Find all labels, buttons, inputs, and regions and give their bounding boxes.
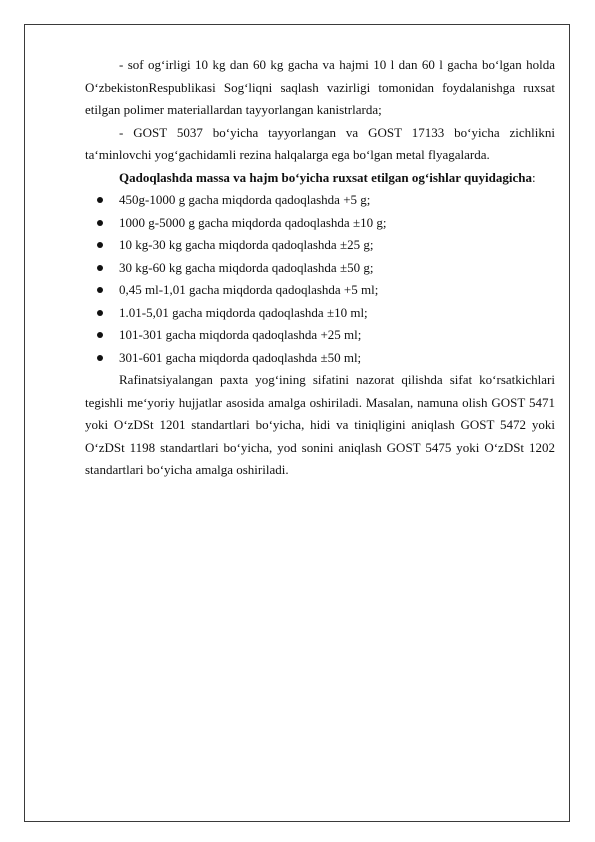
bullet-icon xyxy=(97,310,103,316)
bullet-icon xyxy=(97,220,103,226)
list-item-text: 10 kg-30 kg gacha miqdorda qadoqlashda ±25 g; xyxy=(119,237,374,252)
list-item xyxy=(85,234,555,257)
list-item-text: 0,45 ml-1,01 gacha miqdorda qadoqlashda +5 ml; xyxy=(119,282,379,297)
tolerance-heading-text: Qadoqlashda massa va hajm bo‘yicha ruxsat etilgan og‘ishlar quyidagicha xyxy=(119,169,532,185)
list-item xyxy=(85,212,555,235)
list-item xyxy=(85,279,555,302)
list-item xyxy=(85,257,555,280)
list-item xyxy=(85,302,555,325)
bullet-icon xyxy=(97,242,103,248)
paragraph-flasks: - GOST 5037 bo‘yicha tayyorlangan va GOST 17133 bo‘yicha zichlikni ta‘minlovchi yog‘gachidamli rezina halqalarga ega bo‘lgan metal flyagalarda. xyxy=(85,124,555,162)
document-body xyxy=(85,54,555,482)
list-item-text: 301-601 gacha miqdorda qadoqlashda ±50 ml; xyxy=(119,349,362,365)
bullet-icon xyxy=(97,355,103,361)
list-item-text: 101-301 gacha miqdorda qadoqlashda +25 ml; xyxy=(119,327,362,342)
paragraph-quality-control: Rafinatsiyalangan paxta yog‘ining sifatini nazorat qilishda sifat ko‘rsatkichlari tegishli me‘yoriy hujjatlar asosida amalga oshiriladi. Masalan, namuna olish GOST 5471 yoki O‘zDSt 1201 standartlari bo‘yicha, hidi va tiniqligini aniqlash GOST 5472 yoki O‘zDSt 1198 standartlari bo‘yicha, yod sonini aniqlash GOST 5475 yoki O‘zDSt 1202 standartlari bo‘yicha amalga oshiriladi. xyxy=(85,372,555,477)
bullet-icon xyxy=(97,287,103,293)
list-item xyxy=(85,189,555,212)
bullet-icon xyxy=(97,197,103,203)
tolerance-heading xyxy=(85,167,555,190)
list-item-text: 30 kg-60 kg gacha miqdorda qadoqlashda ±50 g; xyxy=(119,259,374,275)
list-item xyxy=(85,324,555,347)
list-item xyxy=(85,347,555,370)
list-item-text: 1000 g-5000 g gacha miqdorda qadoqlashda ±10 g; xyxy=(119,214,387,230)
list-item-text: 450g-1000 g gacha miqdorda qadoqlashda +5 g; xyxy=(119,192,371,207)
paragraph-canisters: - sof og‘irligi 10 kg dan 60 kg gacha va hajmi 10 l dan 60 l gacha bo‘lgan holda O‘zbekistonRespublikasi Sog‘liqni saqlash vazirligi tomonidan foydalanishga ruxsat etilgan polimer materiallardan tayyorlangan kanistrlarda; xyxy=(85,57,555,117)
bullet-icon xyxy=(97,265,103,271)
bullet-icon xyxy=(97,332,103,338)
list-item-text: 1.01-5,01 gacha miqdorda qadoqlashda ±10 ml; xyxy=(119,304,368,320)
tolerance-heading-colon: : xyxy=(531,169,536,185)
tolerance-list xyxy=(85,189,555,369)
